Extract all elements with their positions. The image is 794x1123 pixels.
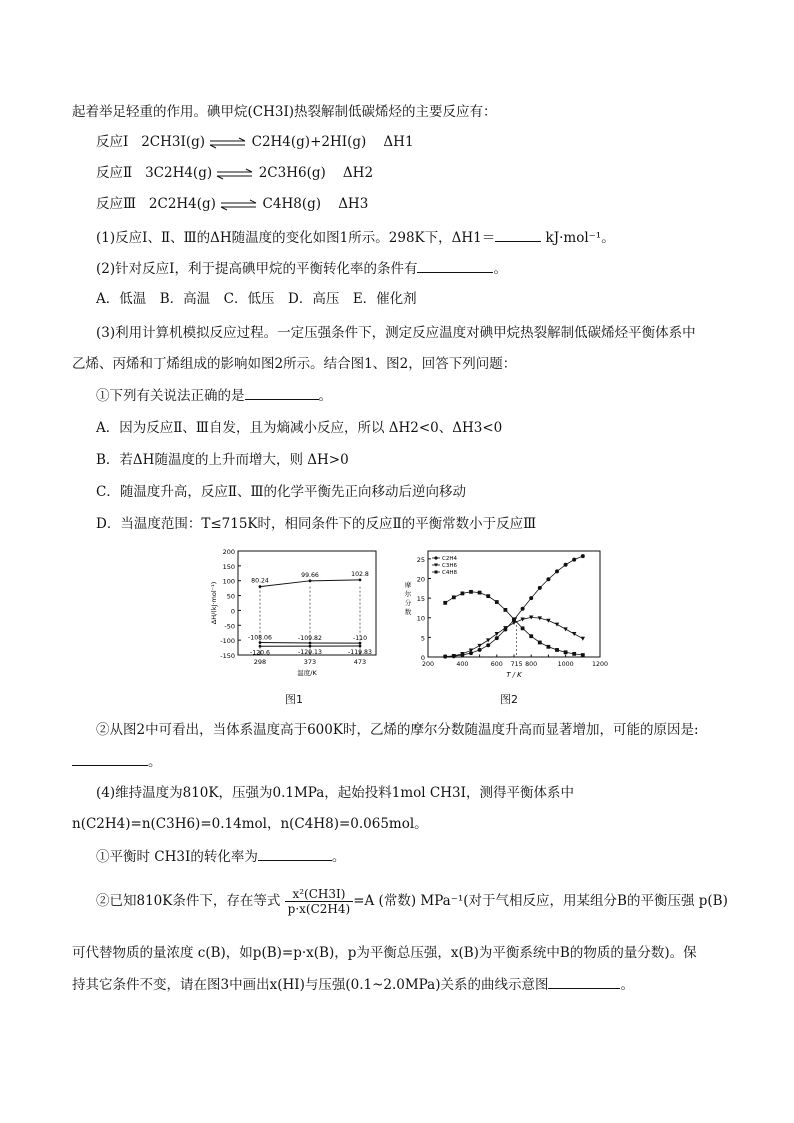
q4-line4-end: 。 [620, 977, 634, 993]
data-point [555, 648, 559, 652]
answer-blank[interactable] [72, 751, 148, 766]
reaction-label: 反应Ⅱ [96, 165, 133, 181]
data-point [547, 645, 551, 649]
data-point [520, 618, 524, 622]
y-axis-label-char: 尔 [404, 590, 412, 598]
data-label: -108.06 [248, 634, 272, 642]
data-label: -120.6 [250, 649, 270, 657]
q4-line2: n(C2H4)=n(C3H6)=0.14mol，n(C4H8)=0.065mol。 [72, 816, 428, 832]
fraction-numerator: x²(CH3I) [285, 887, 354, 902]
reaction-label: 反应Ⅰ [96, 134, 129, 150]
data-point [486, 638, 490, 642]
q2-end: 。 [493, 261, 507, 277]
data-label: 102.8 [351, 570, 369, 578]
x-tick-label: 715 [510, 661, 523, 668]
q3-option-b: B．若ΔH随温度的上升而增大，则 ΔH>0 [96, 452, 349, 468]
y-tick-label: 0 [230, 607, 235, 616]
y-tick-label: 100 [222, 577, 235, 586]
intro-text: 起着举足轻重的作用。碘甲烷(CH3I)热裂解制低碳烯烃的主要反应有： [72, 104, 497, 120]
q3-sub2-answer [72, 751, 162, 772]
x-tick-label: 400 [456, 661, 469, 668]
data-point [529, 596, 533, 600]
equation-fraction [285, 887, 354, 916]
data-point [259, 645, 262, 648]
q4-sub2-pre: ②已知810K条件下，存在等式 [96, 893, 281, 909]
answer-blank[interactable] [258, 846, 332, 861]
reaction-3 [96, 194, 368, 214]
y-tick-label: 200 [222, 548, 235, 556]
data-label: 99.66 [301, 571, 319, 579]
y-tick-label: -50 [224, 622, 235, 631]
q3-option-c: C．随温度升高，反应Ⅱ、Ⅲ的化学平衡先正向移动后逆向移动 [96, 484, 467, 500]
q3-option-d: D．当温度范围：T≤715K时，相同条件下的反应Ⅱ的平衡常数小于反应Ⅲ [96, 516, 537, 532]
legend-label: C3H6 [442, 563, 457, 570]
q4-sub2-post: =A (常数) MPa⁻¹(对于气相反应，用某组分B的平衡压强 p(B) [353, 893, 728, 909]
y-tick-label: 25 [416, 555, 425, 564]
data-point [486, 643, 490, 647]
q3-line1: (3)利用计算机模拟反应过程。一定压强条件下，测定反应温度对碘甲烷热裂解制低碳烯烃平衡体系中 [96, 325, 696, 341]
x-tick-label: 373 [303, 658, 317, 666]
legend-marker [435, 571, 438, 574]
answer-blank[interactable] [417, 258, 493, 273]
legend-marker [434, 556, 437, 559]
data-point [555, 569, 559, 573]
q1-text: (1)反应Ⅰ、Ⅱ、Ⅲ的ΔH随温度的变化如图1所示。298K下，ΔH1＝ [96, 230, 496, 246]
y-tick-label: 20 [416, 575, 425, 584]
data-point [309, 642, 312, 645]
series-line-C2H4 [445, 556, 583, 657]
reaction-lhs: 2C2H4(g) [148, 196, 216, 212]
data-point [477, 644, 481, 648]
equilibrium-arrow-icon [220, 200, 258, 210]
data-label: -109.82 [298, 635, 322, 643]
data-point [495, 636, 499, 640]
y-tick-label: 150 [222, 562, 235, 571]
q3-sub1 [96, 385, 332, 406]
reaction-label: 反应Ⅲ [96, 196, 137, 212]
fraction-denominator: p·x(C2H4) [287, 902, 351, 916]
data-point [309, 645, 312, 648]
data-point [564, 650, 568, 654]
answer-blank[interactable] [495, 227, 541, 242]
data-point [572, 652, 576, 656]
y-axis-label-char: 摩 [404, 581, 412, 589]
data-point [521, 626, 525, 630]
reaction-2 [96, 163, 373, 183]
x-tick-label: 800 [525, 661, 538, 668]
q2 [96, 258, 507, 279]
data-label: -120.13 [298, 649, 322, 657]
legend-label: C2H4 [442, 556, 457, 563]
data-point [529, 634, 533, 638]
data-point [563, 627, 567, 631]
data-point [359, 642, 362, 645]
x-tick-label: 1200 [591, 661, 609, 668]
q3-sub2-end: 。 [148, 754, 162, 770]
y-axis-label-char: 数 [404, 608, 412, 616]
data-point [259, 641, 262, 644]
data-point [572, 632, 576, 636]
reaction-dh: ΔH3 [338, 196, 369, 212]
figure-1-chart [208, 545, 383, 680]
x-tick-label: 298 [253, 658, 267, 666]
x-tick-label: 600 [490, 661, 503, 668]
q2-options: A．低温 B．高温 C．低压 D．高压 E．催化剂 [96, 291, 417, 307]
figure-2-chart [400, 545, 609, 683]
figure-2-caption: 图2 [500, 693, 518, 706]
x-axis-label: 温度/K [297, 669, 317, 677]
data-point [478, 591, 482, 595]
data-point [504, 608, 508, 612]
data-point [572, 558, 576, 562]
q3-option-a: A．因为反应Ⅱ、Ⅲ自发，且为熵减小反应，所以 ΔH2<0、ΔH3<0 [96, 420, 503, 436]
legend-label: C4H8 [442, 570, 457, 577]
reaction-dh: ΔH2 [342, 165, 374, 181]
data-point [486, 594, 490, 598]
data-point [546, 577, 550, 581]
equilibrium-arrow-icon [209, 138, 247, 148]
data-point [538, 586, 542, 590]
y-tick-label: 50 [226, 592, 235, 601]
data-point [495, 600, 499, 604]
data-label: 80.24 [251, 577, 269, 585]
reaction-rhs: C4H8(g) [262, 196, 322, 212]
q3-sub1-end: 。 [318, 388, 332, 404]
q4-line4-text: 持其它条件不变，请在图3中画出x(HI)与压强(0.1~2.0MPa)关系的曲线示意图 [72, 977, 549, 993]
data-point [546, 619, 550, 623]
y-tick-label: 0 [420, 654, 425, 662]
q4-sub1 [96, 846, 345, 867]
data-point [555, 623, 559, 627]
data-point [538, 641, 542, 645]
data-point [581, 653, 585, 657]
reaction-rhs: C2H4(g)+2HI(g) [251, 134, 367, 150]
q4-line3: 可代替物质的量浓度 c(B)，如p(B)=p·x(B)，p为平衡总压强，x(B)为平衡系统中B的物质的量分数)。保 [72, 945, 697, 961]
data-point [581, 554, 585, 558]
y-axis-label: ΔH/(kJ·mol⁻¹) [210, 581, 218, 625]
answer-blank[interactable] [548, 974, 620, 989]
q3-line2: 乙烯、丙烯和丁烯组成的影响如图2所示。结合图1、图2，回答下列问题： [72, 356, 517, 372]
data-point [581, 637, 585, 641]
q4-sub2 [96, 884, 728, 918]
reaction-rhs: 2C3H6(g) [258, 165, 326, 181]
q3-sub2: ②从图2中可看出，当体系温度高于600K时，乙烯的摩尔分数随温度升高而显著增加，可能的原因是: [96, 722, 699, 738]
x-axis-label: T / K [506, 671, 522, 679]
q4-line4 [72, 974, 634, 995]
reaction-lhs: 2CH3I(g) [141, 134, 206, 150]
q4-sub1-text: ①平衡时 CH3I的转化率为 [96, 849, 258, 865]
data-point [443, 601, 447, 605]
figure-1-caption: 图1 [285, 693, 303, 706]
y-tick-label: -100 [220, 637, 235, 646]
y-tick-label: 15 [416, 595, 425, 604]
data-point [521, 607, 525, 611]
x-tick-label: 1000 [557, 661, 574, 668]
equilibrium-arrow-icon [216, 169, 254, 179]
q2-text: (2)针对反应Ⅰ，利于提高碘甲烷的平衡转化率的条件有 [96, 261, 418, 277]
x-tick-label: 200 [421, 661, 435, 668]
reaction-dh: ΔH1 [383, 134, 414, 150]
q4-sub1-end: 。 [331, 849, 346, 865]
y-axis-label-char: 分 [404, 599, 412, 607]
data-label: -119.83 [348, 649, 372, 657]
data-point [478, 648, 482, 652]
answer-blank[interactable] [245, 385, 319, 400]
q4-line1: (4)维持温度为810K，压强为0.1MPa，起始投料1mol CH3I，测得平衡体系中 [96, 785, 574, 801]
data-point [469, 590, 473, 594]
data-point [461, 592, 465, 596]
data-point [512, 621, 516, 625]
reaction-lhs: 3C2H4(g) [145, 165, 213, 181]
data-point [512, 617, 516, 621]
data-point [359, 578, 362, 581]
data-point [309, 579, 312, 582]
data-point [452, 595, 456, 599]
y-tick-label: -150 [220, 652, 235, 660]
q1 [96, 227, 615, 248]
q1-unit: kJ·mol⁻¹。 [545, 230, 615, 246]
data-point [359, 645, 362, 648]
data-point [259, 585, 262, 588]
y-tick-label: 10 [416, 614, 425, 623]
data-label: -110 [352, 635, 368, 643]
reaction-1 [96, 132, 414, 152]
x-tick-label: 473 [353, 658, 367, 666]
data-point [564, 563, 568, 567]
y-tick-label: 5 [420, 634, 425, 643]
q3-sub1-text: ①下列有关说法正确的是 [96, 388, 245, 404]
